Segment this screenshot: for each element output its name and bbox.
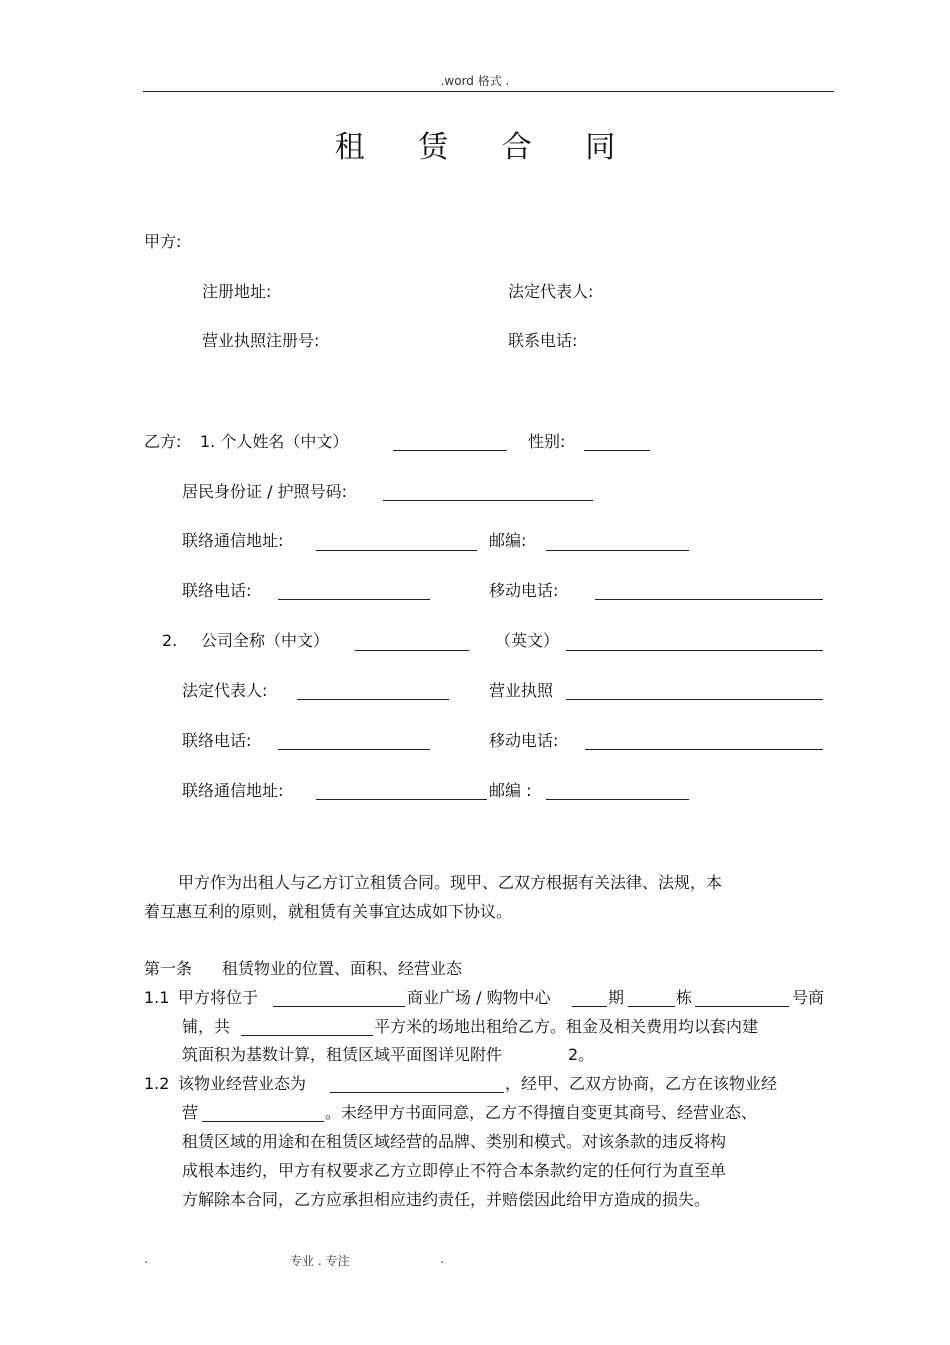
contact-phone-blank[interactable] (278, 599, 430, 600)
article-1-number: 第一条 (144, 959, 193, 978)
postcode-blank[interactable] (546, 550, 689, 551)
company-legal-rep-label: 法定代表人: (182, 681, 268, 700)
company-name-blank[interactable] (355, 650, 469, 651)
clause-1-2-text-a: 该物业经营业态为 (178, 1074, 307, 1093)
postcode-label: 邮编: (489, 531, 527, 550)
party-a-label: 甲方: (144, 232, 182, 251)
clause-1-2-text-b: ，经甲、乙双方协商，乙方在该物业经 (505, 1074, 778, 1093)
shop-no-blank[interactable] (695, 1006, 789, 1007)
personal-name-blank[interactable] (393, 450, 507, 451)
contact-address-blank[interactable] (316, 550, 477, 551)
gender-blank[interactable] (584, 450, 650, 451)
footer-right: . (440, 1252, 444, 1266)
clause-1-1-number: 1.1 (144, 988, 170, 1007)
id-passport-label: 居民身份证 / 护照号码: (182, 482, 347, 501)
clause-1-1-text-a: 甲方将位于 (178, 988, 259, 1007)
company-phone-label: 联络电话: (182, 731, 252, 750)
party-a-reg-address: 注册地址: (202, 282, 272, 301)
clause-1-1-text-e: 号商 (792, 988, 825, 1007)
company-postcode-label: 邮编 : (489, 781, 532, 800)
company-phone-blank[interactable] (278, 749, 430, 750)
contact-phone-label: 联络电话: (182, 581, 252, 600)
company-en-label: （英文） (495, 631, 560, 650)
contact-address-label: 联络通信地址: (182, 531, 284, 550)
page-header: .word 格式 . (440, 74, 510, 88)
personal-name-label: 1. 个人姓名（中文） (200, 432, 349, 451)
company-postcode-blank[interactable] (546, 799, 689, 800)
clause-1-2-line2-a: 营 (182, 1103, 199, 1122)
mobile-label: 移动电话: (489, 581, 559, 600)
party-a-legal-rep: 法定代表人: (508, 282, 594, 301)
company-mobile-blank[interactable] (585, 749, 823, 750)
document-title: 租 赁 合 同 (334, 130, 638, 165)
id-passport-blank[interactable] (383, 500, 593, 501)
clause-1-1-text-d: 栋 (676, 988, 693, 1007)
clause-1-2-line5: 方解除本合同，乙方应承担相应违约责任，并赔偿因此给甲方造成的损失。 (182, 1190, 711, 1209)
company-index: 2. (162, 631, 178, 650)
clause-1-1-line2-b: 平方米的场地出租给乙方。租金及相关费用均以套内建 (374, 1017, 759, 1036)
operation-blank[interactable] (202, 1121, 324, 1122)
location-blank[interactable] (273, 1006, 405, 1007)
company-legal-rep-blank[interactable] (297, 699, 449, 700)
business-license-label: 营业执照 (489, 681, 554, 700)
party-a-license-no: 营业执照注册号: (202, 331, 320, 350)
business-license-blank[interactable] (566, 699, 823, 700)
clause-1-1-line2-a: 铺，共 (182, 1017, 231, 1036)
party-b-label: 乙方: (144, 432, 182, 451)
clause-1-1-text-b: 商业广场 / 购物中心 (407, 988, 551, 1007)
clause-1-2-line2-b: 。未经甲方书面同意，乙方不得擅自变更其商号、经营业态、 (325, 1103, 758, 1122)
footer-center: 专业 . 专注 (290, 1254, 350, 1268)
phase-blank[interactable] (572, 1006, 607, 1007)
clause-1-1-line3: 筑面积为基数计算，租赁区域平面图详见附件 (182, 1045, 503, 1064)
intro-line-2: 着互惠互利的原则，就租赁有关事宜达成如下协议。 (144, 902, 513, 921)
clause-1-2-line4: 成根本违约，甲方有权要求乙方立即停止不符合本条款约定的任何行为直至单 (182, 1161, 727, 1180)
intro-line-1: 甲方作为出租人与乙方订立租赁合同。现甲、乙双方根据有关法律、法规，本 (178, 873, 723, 892)
header-rule (143, 91, 834, 92)
gender-label: 性别: (528, 432, 566, 451)
building-blank[interactable] (628, 1006, 675, 1007)
mobile-blank[interactable] (595, 599, 823, 600)
clause-1-2-line3: 租赁区域的用途和在租赁区域经营的品牌、类别和模式。对该条款的违反将构 (182, 1132, 727, 1151)
party-a-phone: 联系电话: (508, 331, 578, 350)
business-type-blank[interactable] (330, 1092, 504, 1093)
company-address-label: 联络通信地址: (182, 781, 284, 800)
clause-1-1-line3-b: 2。 (568, 1045, 595, 1064)
company-mobile-label: 移动电话: (489, 731, 559, 750)
clause-1-2-number: 1.2 (144, 1074, 170, 1093)
clause-1-1-text-c: 期 (608, 988, 625, 1007)
company-address-blank[interactable] (316, 799, 487, 800)
article-1-heading: 租赁物业的位置、面积、经营业态 (222, 959, 463, 978)
company-name-label: 公司全称（中文） (201, 631, 330, 650)
company-en-blank[interactable] (566, 650, 823, 651)
footer-left: . (144, 1252, 148, 1266)
area-blank[interactable] (241, 1035, 373, 1036)
